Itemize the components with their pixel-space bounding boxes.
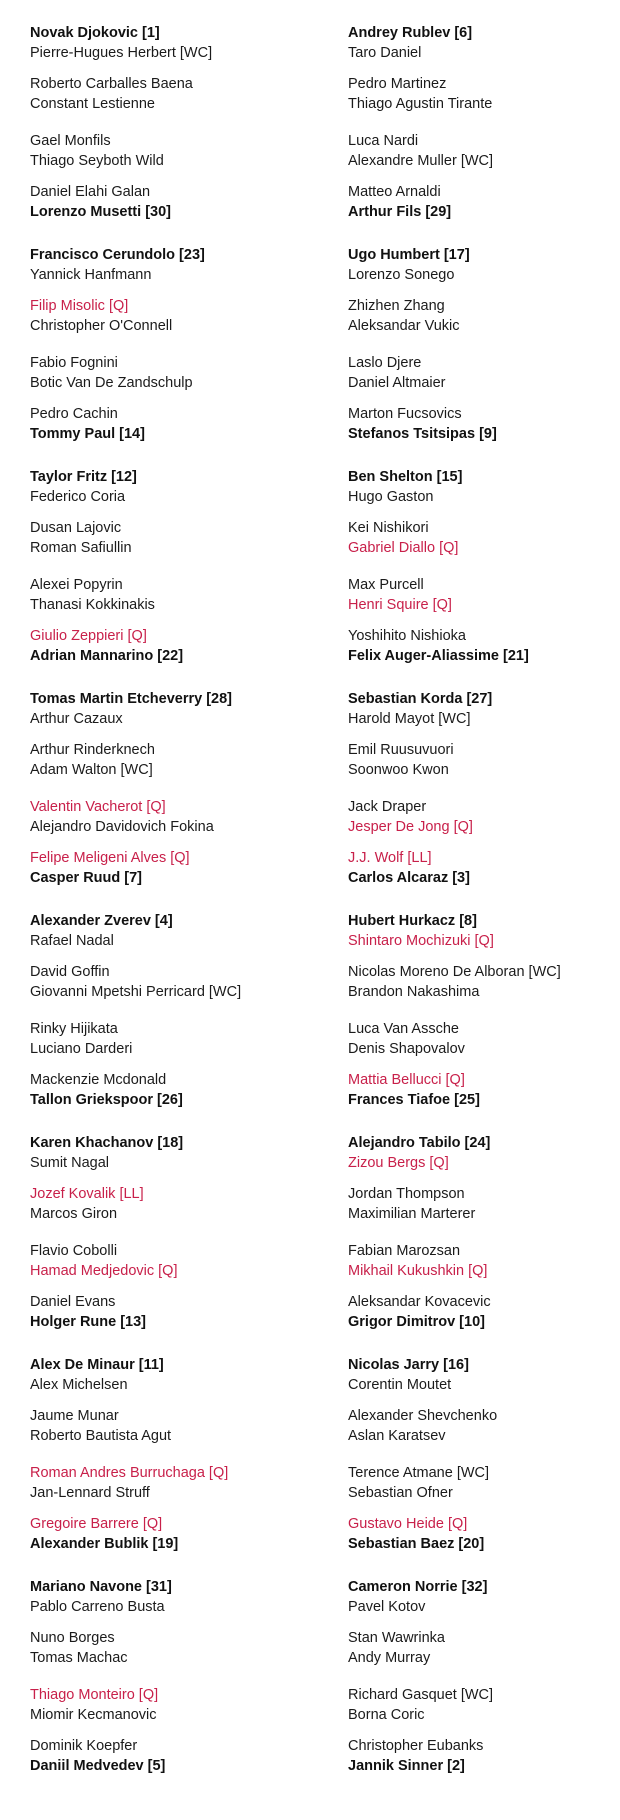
player-name: Sumit Nagal — [30, 1155, 109, 1171]
player-name: Stefanos Tsitsipas [9] — [348, 426, 497, 442]
player-name: Luca Nardi — [348, 133, 419, 149]
player-name: Taro Daniel — [348, 45, 422, 61]
player-name: Dominik Koepfer — [30, 1738, 138, 1754]
match-pair — [30, 1577, 348, 1617]
player-name: Fabio Fognini — [30, 355, 118, 371]
match-pair — [30, 911, 348, 951]
player-name: Gregoire Barrere [Q] — [30, 1516, 163, 1532]
match-pair — [348, 689, 620, 729]
player-name: Roman Safiullin — [30, 540, 132, 556]
match-pair — [348, 404, 620, 444]
player-name: Pedro Martinez — [348, 76, 447, 92]
match-pair — [30, 518, 348, 558]
player-name: Tomas Martin Etcheverry [28] — [30, 691, 232, 707]
player-name: Stan Wawrinka — [348, 1630, 445, 1646]
match-pair — [348, 518, 620, 558]
player-name: Nicolas Moreno De Alboran [WC] — [348, 964, 561, 980]
player-name: Jozef Kovalik [LL] — [30, 1186, 144, 1202]
match-pair — [348, 1514, 620, 1554]
match-pair — [30, 1406, 348, 1446]
match-pair — [348, 131, 620, 171]
player-name: Felix Auger-Aliassime [21] — [348, 648, 529, 664]
player-name: Rafael Nadal — [30, 933, 114, 949]
draw-section — [30, 23, 348, 222]
player-name: Holger Rune [13] — [30, 1314, 147, 1330]
player-name: Harold Mayot [WC] — [348, 711, 471, 727]
player-name: Alexander Zverev [4] — [30, 913, 173, 929]
match-pair — [348, 1355, 620, 1395]
player-name: Henri Squire [Q] — [348, 597, 452, 613]
player-name: Roman Andres Burruchaga [Q] — [30, 1465, 229, 1481]
match-pair — [348, 74, 620, 114]
player-name: Ben Shelton [15] — [348, 469, 463, 485]
player-name: Denis Shapovalov — [348, 1041, 465, 1057]
player-name: Hubert Hurkacz [8] — [348, 913, 477, 929]
draw-section — [348, 1133, 620, 1332]
player-name: Jack Draper — [348, 799, 427, 815]
player-name: David Goffin — [30, 964, 110, 980]
player-name: Thiago Agustin Tirante — [348, 96, 493, 112]
player-name: Richard Gasquet [WC] — [348, 1687, 494, 1703]
match-pair — [348, 1463, 620, 1503]
player-name: Corentin Moutet — [348, 1377, 452, 1393]
player-name: Arthur Rinderknech — [30, 742, 155, 758]
match-pair — [348, 1070, 620, 1110]
player-name: Hamad Medjedovic [Q] — [30, 1263, 178, 1279]
player-name: Borna Coric — [348, 1707, 425, 1723]
player-name: Tomas Machac — [30, 1650, 128, 1666]
player-name: Ugo Humbert [17] — [348, 247, 470, 263]
player-name: Jesper De Jong [Q] — [348, 819, 473, 835]
match-pair — [30, 797, 348, 837]
player-name: Mattia Bellucci [Q] — [348, 1072, 465, 1088]
player-name: Laslo Djere — [348, 355, 422, 371]
match-pair — [30, 848, 348, 888]
player-name: Jordan Thompson — [348, 1186, 465, 1202]
match-pair — [348, 1736, 620, 1776]
player-name: Hugo Gaston — [348, 489, 434, 505]
player-name: Yoshihito Nishioka — [348, 628, 466, 644]
player-name: Cameron Norrie [32] — [348, 1579, 488, 1595]
match-pair — [30, 1241, 348, 1281]
match-pair — [348, 1577, 620, 1617]
player-name: J.J. Wolf [LL] — [348, 850, 432, 866]
player-name: Christopher Eubanks — [348, 1738, 484, 1754]
draw-section — [348, 689, 620, 888]
player-name: Alexei Popyrin — [30, 577, 123, 593]
player-name: Alejandro Tabilo [24] — [348, 1135, 491, 1151]
player-name: Soonwoo Kwon — [348, 762, 449, 778]
player-name: Arthur Fils [29] — [348, 204, 452, 220]
player-name: Tommy Paul [14] — [30, 426, 145, 442]
player-name: Constant Lestienne — [30, 96, 155, 112]
player-name: Thanasi Kokkinakis — [30, 597, 155, 613]
match-pair — [30, 23, 348, 63]
player-name: Alexandre Muller [WC] — [348, 153, 494, 169]
player-name: Roberto Carballes Baena — [30, 76, 193, 92]
match-pair — [348, 962, 620, 1002]
player-name: Daniil Medvedev [5] — [30, 1758, 166, 1774]
match-pair — [348, 1406, 620, 1446]
player-name: Daniel Evans — [30, 1294, 116, 1310]
draw-section — [30, 1577, 348, 1776]
player-name: Aslan Karatsev — [348, 1428, 446, 1444]
match-pair — [30, 1463, 348, 1503]
player-name: Christopher O'Connell — [30, 318, 173, 334]
match-pair — [30, 353, 348, 393]
draw-section — [348, 911, 620, 1110]
player-name: Marcos Giron — [30, 1206, 118, 1222]
match-pair — [30, 74, 348, 114]
player-name: Lorenzo Sonego — [348, 267, 455, 283]
player-name: Carlos Alcaraz [3] — [348, 870, 470, 886]
player-name: Zizou Bergs [Q] — [348, 1155, 449, 1171]
draw-section — [348, 245, 620, 444]
match-pair — [30, 131, 348, 171]
player-name: Giulio Zeppieri [Q] — [30, 628, 147, 644]
draw-section — [30, 1355, 348, 1554]
player-name: Zhizhen Zhang — [348, 298, 445, 314]
match-pair — [30, 1133, 348, 1173]
draw-column-right — [348, 23, 620, 1799]
match-pair — [30, 962, 348, 1002]
player-name: Fabian Marozsan — [348, 1243, 461, 1259]
player-name: Yannick Hanfmann — [30, 267, 152, 283]
draw-section — [348, 23, 620, 222]
player-name: Dusan Lajovic — [30, 520, 122, 536]
player-name: Aleksandar Kovacevic — [348, 1294, 491, 1310]
match-pair — [348, 1292, 620, 1332]
match-pair — [30, 1070, 348, 1110]
draw-section — [30, 467, 348, 666]
player-name: Giovanni Mpetshi Perricard [WC] — [30, 984, 242, 1000]
player-name: Lorenzo Musetti [30] — [30, 204, 171, 220]
match-pair — [348, 353, 620, 393]
player-name: Mackenzie Mcdonald — [30, 1072, 167, 1088]
player-name: Sebastian Baez [20] — [348, 1536, 485, 1552]
player-name: Frances Tiafoe [25] — [348, 1092, 480, 1108]
draw-section — [30, 245, 348, 444]
player-name: Luciano Darderi — [30, 1041, 133, 1057]
player-name: Marton Fucsovics — [348, 406, 462, 422]
player-name: Gabriel Diallo [Q] — [348, 540, 459, 556]
match-pair — [348, 1628, 620, 1668]
player-name: Karen Khachanov [18] — [30, 1135, 184, 1151]
draw-section — [30, 689, 348, 888]
player-name: Brandon Nakashima — [348, 984, 480, 1000]
match-pair — [30, 1019, 348, 1059]
match-pair — [30, 626, 348, 666]
match-pair — [348, 740, 620, 780]
player-name: Adam Walton [WC] — [30, 762, 153, 778]
player-name: Alejandro Davidovich Fokina — [30, 819, 214, 835]
player-name: Grigor Dimitrov [10] — [348, 1314, 485, 1330]
player-name: Jaume Munar — [30, 1408, 119, 1424]
player-name: Rinky Hijikata — [30, 1021, 118, 1037]
match-pair — [30, 1628, 348, 1668]
player-name: Felipe Meligeni Alves [Q] — [30, 850, 190, 866]
match-pair — [348, 848, 620, 888]
match-pair — [30, 296, 348, 336]
match-pair — [30, 245, 348, 285]
match-pair — [30, 689, 348, 729]
match-pair — [30, 1292, 348, 1332]
player-name: Andrey Rublev [6] — [348, 25, 473, 41]
draw-section — [30, 911, 348, 1110]
player-name: Daniel Elahi Galan — [30, 184, 151, 200]
match-pair — [348, 1133, 620, 1173]
player-name: Luca Van Assche — [348, 1021, 459, 1037]
player-name: Andy Murray — [348, 1650, 431, 1666]
player-name: Jan-Lennard Struff — [30, 1485, 150, 1501]
player-name: Emil Ruusuvuori — [348, 742, 454, 758]
player-name: Alexander Shevchenko — [348, 1408, 498, 1424]
player-name: Pablo Carreno Busta — [30, 1599, 165, 1615]
player-name: Daniel Altmaier — [348, 375, 446, 391]
match-pair — [348, 626, 620, 666]
player-name: Aleksandar Vukic — [348, 318, 460, 334]
player-name: Maximilian Marterer — [348, 1206, 476, 1222]
match-pair — [30, 1685, 348, 1725]
match-pair — [348, 23, 620, 63]
player-name: Shintaro Mochizuki [Q] — [348, 933, 494, 949]
match-pair — [348, 797, 620, 837]
match-pair — [348, 467, 620, 507]
player-name: Arthur Cazaux — [30, 711, 123, 727]
match-pair — [348, 182, 620, 222]
player-name: Terence Atmane [WC] — [348, 1465, 490, 1481]
player-name: Alex De Minaur [11] — [30, 1357, 164, 1373]
match-pair — [348, 1685, 620, 1725]
player-name: Sebastian Ofner — [348, 1485, 453, 1501]
player-name: Casper Ruud [7] — [30, 870, 142, 886]
player-name: Kei Nishikori — [348, 520, 429, 536]
draw-column-left — [30, 23, 348, 1799]
player-name: Miomir Kecmanovic — [30, 1707, 157, 1723]
player-name: Matteo Arnaldi — [348, 184, 441, 200]
player-name: Flavio Cobolli — [30, 1243, 118, 1259]
player-name: Nicolas Jarry [16] — [348, 1357, 469, 1373]
match-pair — [30, 1514, 348, 1554]
match-pair — [30, 575, 348, 615]
match-pair — [30, 467, 348, 507]
player-name: Mikhail Kukushkin [Q] — [348, 1263, 488, 1279]
match-pair — [348, 1241, 620, 1281]
match-pair — [348, 1019, 620, 1059]
match-pair — [348, 245, 620, 285]
player-name: Sebastian Korda [27] — [348, 691, 493, 707]
player-name: Roberto Bautista Agut — [30, 1428, 172, 1444]
draw-section — [30, 1133, 348, 1332]
player-name: Tallon Griekspoor [26] — [30, 1092, 183, 1108]
match-pair — [348, 575, 620, 615]
player-name: Mariano Navone [31] — [30, 1579, 172, 1595]
player-name: Thiago Monteiro [Q] — [30, 1687, 159, 1703]
player-name: Thiago Seyboth Wild — [30, 153, 164, 169]
player-name: Adrian Mannarino [22] — [30, 648, 184, 664]
player-name: Pavel Kotov — [348, 1599, 426, 1615]
match-pair — [348, 1184, 620, 1224]
match-pair — [348, 296, 620, 336]
draw-section — [348, 1577, 620, 1776]
match-pair — [30, 182, 348, 222]
player-name: Francisco Cerundolo [23] — [30, 247, 205, 263]
player-name: Valentin Vacherot [Q] — [30, 799, 166, 815]
match-pair — [30, 1355, 348, 1395]
player-name: Taylor Fritz [12] — [30, 469, 137, 485]
match-pair — [30, 1736, 348, 1776]
player-name: Novak Djokovic [1] — [30, 25, 160, 41]
player-name: Gustavo Heide [Q] — [348, 1516, 468, 1532]
player-name: Pierre-Hugues Herbert [WC] — [30, 45, 213, 61]
player-name: Nuno Borges — [30, 1630, 115, 1646]
player-name: Alexander Bublik [19] — [30, 1536, 179, 1552]
player-name: Botic Van De Zandschulp — [30, 375, 193, 391]
draw-section — [348, 467, 620, 666]
match-pair — [30, 740, 348, 780]
player-name: Jannik Sinner [2] — [348, 1758, 465, 1774]
player-name: Federico Coria — [30, 489, 126, 505]
player-name: Gael Monfils — [30, 133, 111, 149]
match-pair — [348, 911, 620, 951]
player-name: Pedro Cachin — [30, 406, 118, 422]
player-name: Alex Michelsen — [30, 1377, 128, 1393]
player-name: Max Purcell — [348, 577, 424, 593]
player-name: Filip Misolic [Q] — [30, 298, 129, 314]
match-pair — [30, 1184, 348, 1224]
match-pair — [30, 404, 348, 444]
draw-section — [348, 1355, 620, 1554]
